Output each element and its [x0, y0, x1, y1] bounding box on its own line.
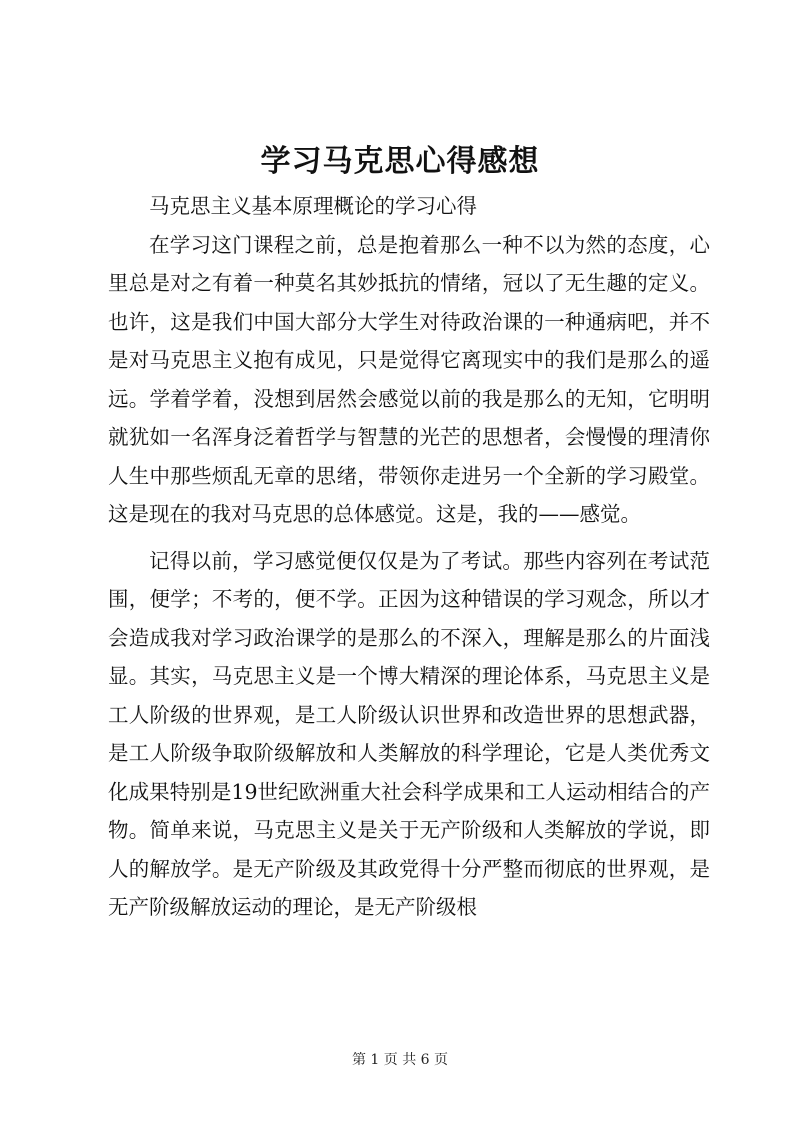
paragraph-2: 记得以前，学习感觉便仅仅是为了考试。那些内容列在考试范围，便学；不考的，便不学。正因为这种错误的学习观念，所以才会造成我对学习政治课学的是那么的不深入，理解是那么的片面浅显。其实，马克思主义是一个博大精深的理论体系，马克思主义是工人阶级的世界观，是工人阶级认识世界和改造世界的思想武器，是工人阶级争取阶级解放和人类解放的科学理论，它是人类优秀文化成果特别是19世纪欧洲重大社会科学成果和工人运动相结合的产物。简单来说，马克思主义是关于无产阶级和人类解放的学说，即人的解放学。是无产阶级及其政党得十分严整而彻底的世界观，是无产阶级解放运动的理论，是无产阶级根	[108, 548, 710, 919]
document-body	[108, 187, 710, 927]
document-subtitle: 马克思主义基本原理概论的学习心得	[149, 194, 477, 218]
paragraph-1: 在学习这门课程之前，总是抱着那么一种不以为然的态度，心里总是对之有着一种莫名其妙抵抗的情绪，冠以了无生趣的定义。也许，这是我们中国大部分大学生对待政治课的一种通病吧，并不是对马克思主义抱有成见，只是觉得它离现实中的我们是那么的遥远。学着学着，没想到居然会感觉以前的我是那么的无知，它明明就犹如一名浑身泛着哲学与智慧的光芒的思想者，会慢慢的理清你人生中那些烦乱无章的思绪，带领你走进另一个全新的学习殿堂。这是现在的我对马克思的总体感觉。这是，我的——感觉。	[108, 232, 710, 526]
document-title: 学习马克思心得感想	[260, 144, 540, 179]
page-footer: 第 1 页 共 6 页	[351, 1052, 449, 1068]
